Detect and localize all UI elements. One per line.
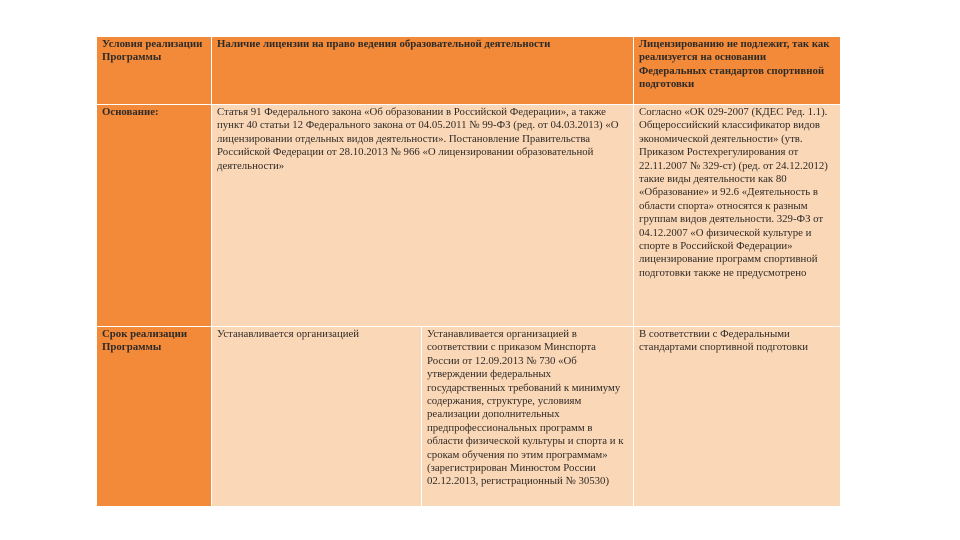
table-row [97,105,841,327]
table-row [97,37,841,105]
row-label-conditions [97,37,212,105]
cell-text: Статья 91 Федерального закона «Об образовании в Российской Федерации», а также пункт 40 статьи 12 Федерального закона от 04.05.2011 № 99-ФЗ (ред. от 04.03.2013) «О лицензировании отдельных видов деятельности». Постановление Правительства Российской Федерации от 28.10.2013 № 966 «О лицензировании образовательной деятельности» [217,106,619,172]
cell-text: Лицензированию не подлежит, так как реализуется на основании Федеральных стандартов спортивной подготовки [639,38,830,91]
cell-license-requirement [212,37,634,105]
cell-basis-law [212,105,634,327]
cell-text: Устанавливается организацией в соответствии с приказом Минспорта России от 12.09.2013 № 730 «Об утверждении федеральных государственных требований к минимуму содержания, структуре, условиям реализации дополнительных предпрофессиональных программ в области физической культуры и спорта и к срокам обучения по этим программам» (зарегистрирован Минюстом России 02.12.2013, регистрационный № 30530) [427,328,624,488]
row-label-basis [97,105,212,327]
cell-duration-minsport-order [422,327,634,507]
cell-duration-standards [634,327,841,507]
cell-no-license [634,37,841,105]
cell-text: Согласно «ОК 029-2007 (КДЕС Ред. 1.1). Общероссийский классификатор видов экономической деятельности» (утв. Приказом Ростехрегулирования от 22.11.2007 № 329-ст) (ред. от 24.12.2012) такие виды деятельности как 80 «Образование» и 92.6 «Деятельность в области спорта» относятся к разным группам видов деятельности. 329-ФЗ от 04.12.2007 «О физической культуре и спорте в Российской Федерации» лицензирование программ спортивной подготовки также не предусмотрено [639,106,828,279]
cell-text: Условия реализации Программы [102,38,203,64]
cell-basis-classifier [634,105,841,327]
cell-text: Наличие лицензии на право ведения образовательной деятельности [217,38,551,50]
cell-text: Основание: [102,106,159,118]
program-comparison-table [96,36,841,507]
cell-duration-organization [212,327,422,507]
cell-text: Срок реализации Программы [102,328,188,354]
table-row [97,327,841,507]
cell-text: В соответствии с Федеральными стандартами спортивной подготовки [639,328,809,354]
row-label-duration [97,327,212,507]
cell-text: Устанавливается организацией [217,328,360,340]
